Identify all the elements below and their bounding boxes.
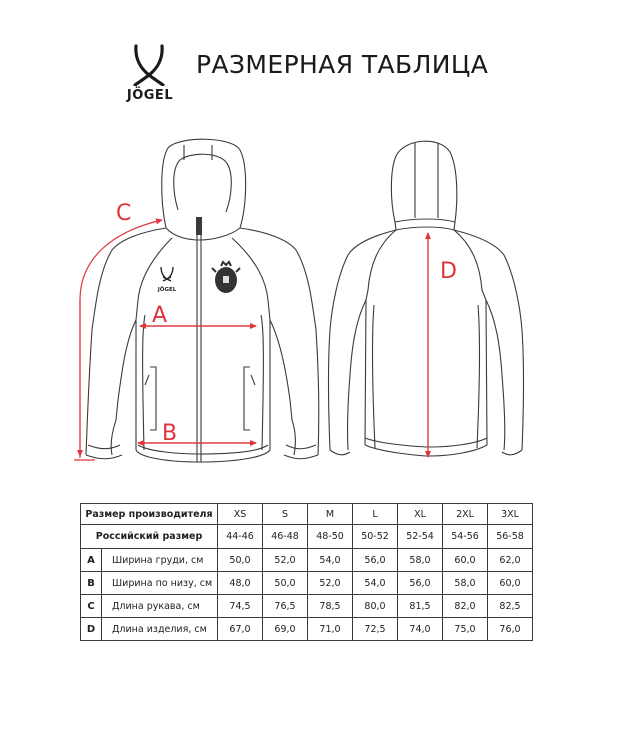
row-param: Ширина по низу, см bbox=[102, 572, 218, 595]
value-cell: 56,0 bbox=[353, 549, 398, 572]
size-cell: XL bbox=[398, 504, 443, 525]
value-cell: 54,0 bbox=[308, 549, 353, 572]
value-cell: 72,5 bbox=[353, 618, 398, 641]
value-cell: 58,0 bbox=[398, 549, 443, 572]
russian-size-cell: 46-48 bbox=[263, 525, 308, 549]
row-param: Ширина груди, см bbox=[102, 549, 218, 572]
value-cell: 60,0 bbox=[488, 572, 533, 595]
back-jacket-drawing bbox=[329, 141, 524, 456]
size-cell: L bbox=[353, 504, 398, 525]
table-row-a bbox=[81, 549, 533, 572]
russian-size-label: Российский размер bbox=[81, 525, 218, 549]
russian-size-cell: 48-50 bbox=[308, 525, 353, 549]
chest-logo-icon bbox=[157, 267, 177, 293]
row-param: Длина изделия, см bbox=[102, 618, 218, 641]
value-cell: 67,0 bbox=[218, 618, 263, 641]
page-title: РАЗМЕРНАЯ ТАБЛИЦА bbox=[196, 50, 489, 79]
value-cell: 76,0 bbox=[488, 618, 533, 641]
value-cell: 82,0 bbox=[443, 595, 488, 618]
table-row-russian bbox=[81, 525, 533, 549]
front-jacket-drawing bbox=[86, 139, 319, 462]
value-cell: 52,0 bbox=[308, 572, 353, 595]
size-cell: S bbox=[263, 504, 308, 525]
label-a: A bbox=[152, 303, 168, 328]
value-cell: 54,0 bbox=[353, 572, 398, 595]
russian-size-cell: 44-46 bbox=[218, 525, 263, 549]
russian-size-cell: 54-56 bbox=[443, 525, 488, 549]
value-cell: 50,0 bbox=[263, 572, 308, 595]
measure-c-line bbox=[80, 220, 162, 458]
row-letter: C bbox=[81, 595, 102, 618]
value-cell: 56,0 bbox=[398, 572, 443, 595]
brand-wordmark: JÖGEL bbox=[126, 88, 174, 103]
value-cell: 58,0 bbox=[443, 572, 488, 595]
svg-text:JÖGEL: JÖGEL bbox=[157, 287, 177, 293]
size-cell: 3XL bbox=[488, 504, 533, 525]
row-letter: A bbox=[81, 549, 102, 572]
size-cell: M bbox=[308, 504, 353, 525]
value-cell: 82,5 bbox=[488, 595, 533, 618]
size-table-container bbox=[80, 503, 533, 641]
row-param: Длина рукава, см bbox=[102, 595, 218, 618]
table-row-d bbox=[81, 618, 533, 641]
label-d: D bbox=[440, 259, 457, 284]
value-cell: 52,0 bbox=[263, 549, 308, 572]
table-row-manufacturer bbox=[81, 504, 533, 525]
value-cell: 78,5 bbox=[308, 595, 353, 618]
value-cell: 76,5 bbox=[263, 595, 308, 618]
label-c: C bbox=[116, 201, 132, 226]
table-row-b bbox=[81, 572, 533, 595]
russian-size-cell: 56-58 bbox=[488, 525, 533, 549]
row-letter: D bbox=[81, 618, 102, 641]
russian-size-cell: 52-54 bbox=[398, 525, 443, 549]
size-table bbox=[80, 503, 533, 641]
russian-size-cell: 50-52 bbox=[353, 525, 398, 549]
size-cell: XS bbox=[218, 504, 263, 525]
value-cell: 62,0 bbox=[488, 549, 533, 572]
value-cell: 69,0 bbox=[263, 618, 308, 641]
value-cell: 48,0 bbox=[218, 572, 263, 595]
label-b: B bbox=[162, 421, 178, 446]
manufacturer-size-label: Размер производителя bbox=[81, 504, 218, 525]
table-row-c bbox=[81, 595, 533, 618]
value-cell: 74,0 bbox=[398, 618, 443, 641]
value-cell: 75,0 bbox=[443, 618, 488, 641]
value-cell: 60,0 bbox=[443, 549, 488, 572]
value-cell: 81,5 bbox=[398, 595, 443, 618]
size-cell: 2XL bbox=[443, 504, 488, 525]
value-cell: 71,0 bbox=[308, 618, 353, 641]
value-cell: 80,0 bbox=[353, 595, 398, 618]
value-cell: 74,5 bbox=[218, 595, 263, 618]
value-cell: 50,0 bbox=[218, 549, 263, 572]
row-letter: B bbox=[81, 572, 102, 595]
coat-of-arms-icon bbox=[212, 262, 240, 293]
